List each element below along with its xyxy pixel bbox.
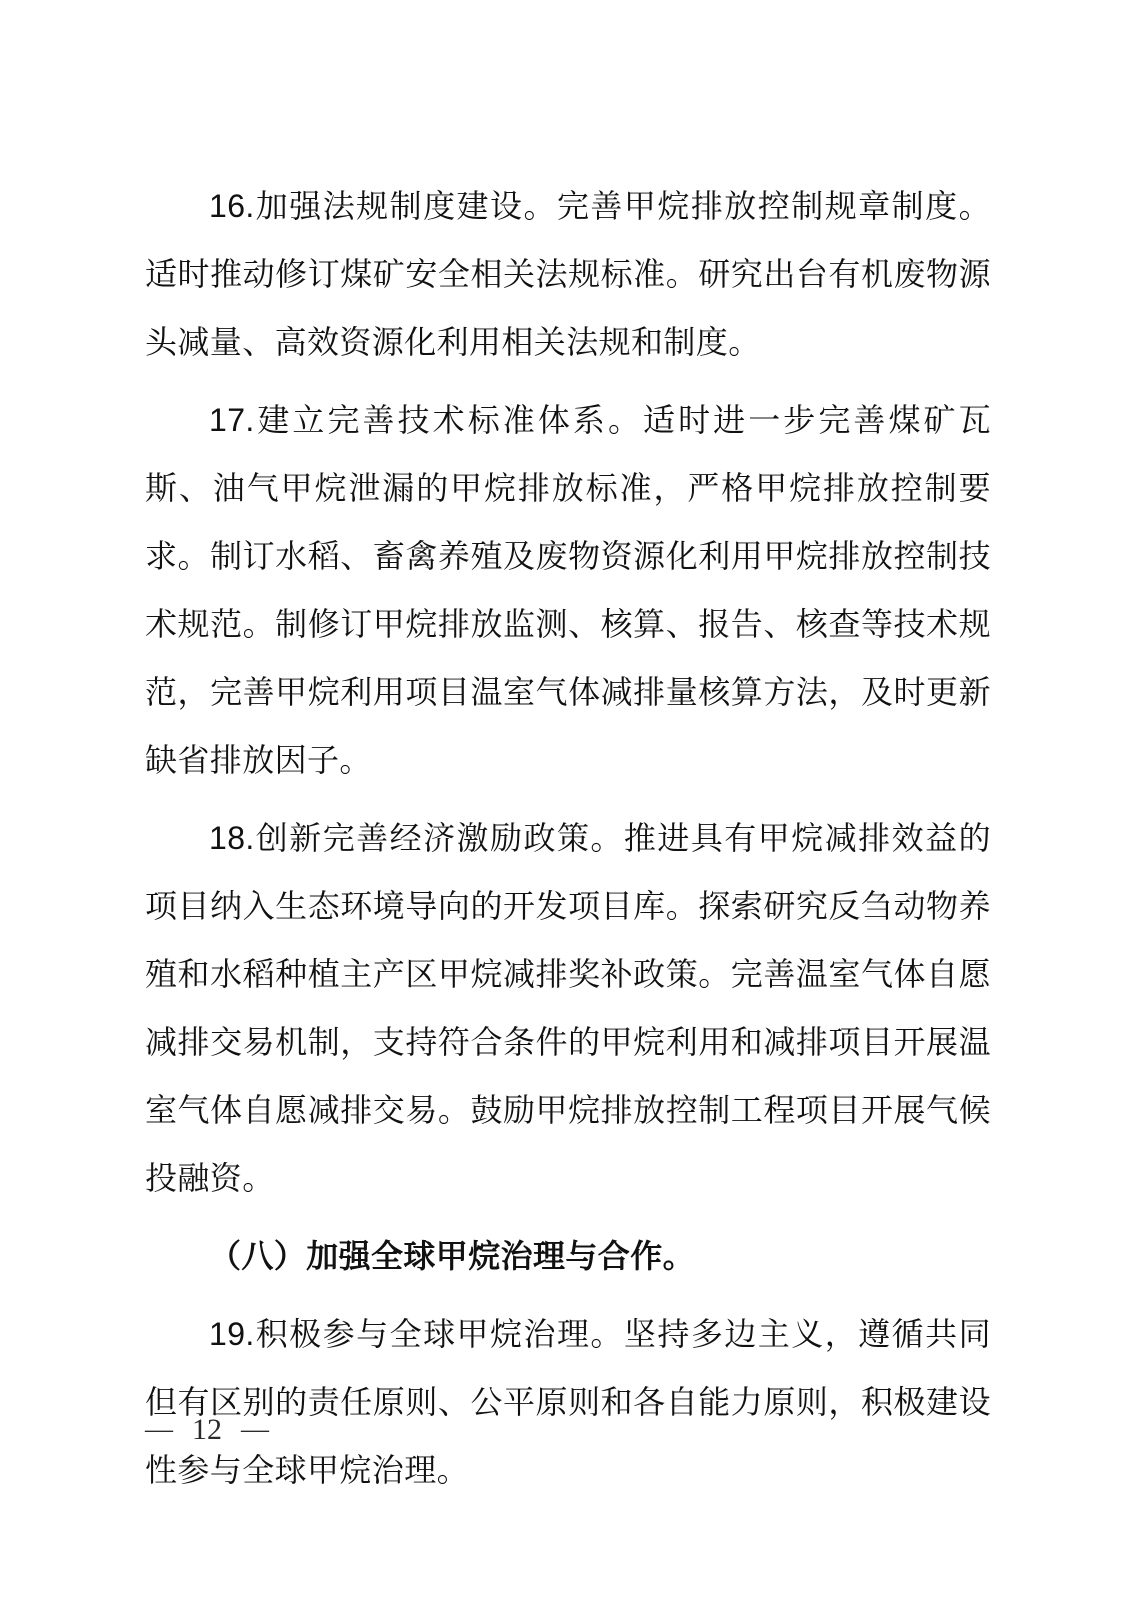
- paragraph-18: 18.创新完善经济激励政策。推进具有甲烷减排效益的项目纳入生态环境导向的开发项目库。探索研究反刍动物养殖和水稻种植主产区甲烷减排奖补政策。完善温室气体自愿减排交易机制，支持符合条件的甲烷利用和减排项目开展温室气体自愿减排交易。鼓励甲烷排放控制工程项目开展气候投融资。: [145, 820, 991, 1196]
- section-heading-8: （八）加强全球甲烷治理与合作。: [209, 1238, 696, 1274]
- paragraph-17: 17.建立完善技术标准体系。适时进一步完善煤矿瓦斯、油气甲烷泄漏的甲烷排放标准，严格甲烷排放控制要求。制订水稻、畜禽养殖及废物资源化利用甲烷排放控制技术规范。制修订甲烷排放监测、核算、报告、核查等技术规范，完善甲烷利用项目温室气体减排量核算方法，及时更新缺省排放因子。: [145, 402, 991, 778]
- footer-dash-right: —: [241, 1414, 269, 1445]
- paragraph-16: 16.加强法规制度建设。完善甲烷排放控制规章制度。适时推动修订煤矿安全相关法规标准。研究出台有机废物源头减量、高效资源化利用相关法规和制度。: [145, 188, 991, 360]
- paragraph-19: 19.积极参与全球甲烷治理。坚持多边主义，遵循共同但有区别的责任原则、公平原则和各自能力原则，积极建设性参与全球甲烷治理。: [145, 1316, 991, 1488]
- page-number: 12: [192, 1413, 222, 1446]
- footer-dash-left: —: [145, 1414, 173, 1445]
- document-page: [145, 172, 991, 1514]
- page-footer: [145, 1410, 269, 1450]
